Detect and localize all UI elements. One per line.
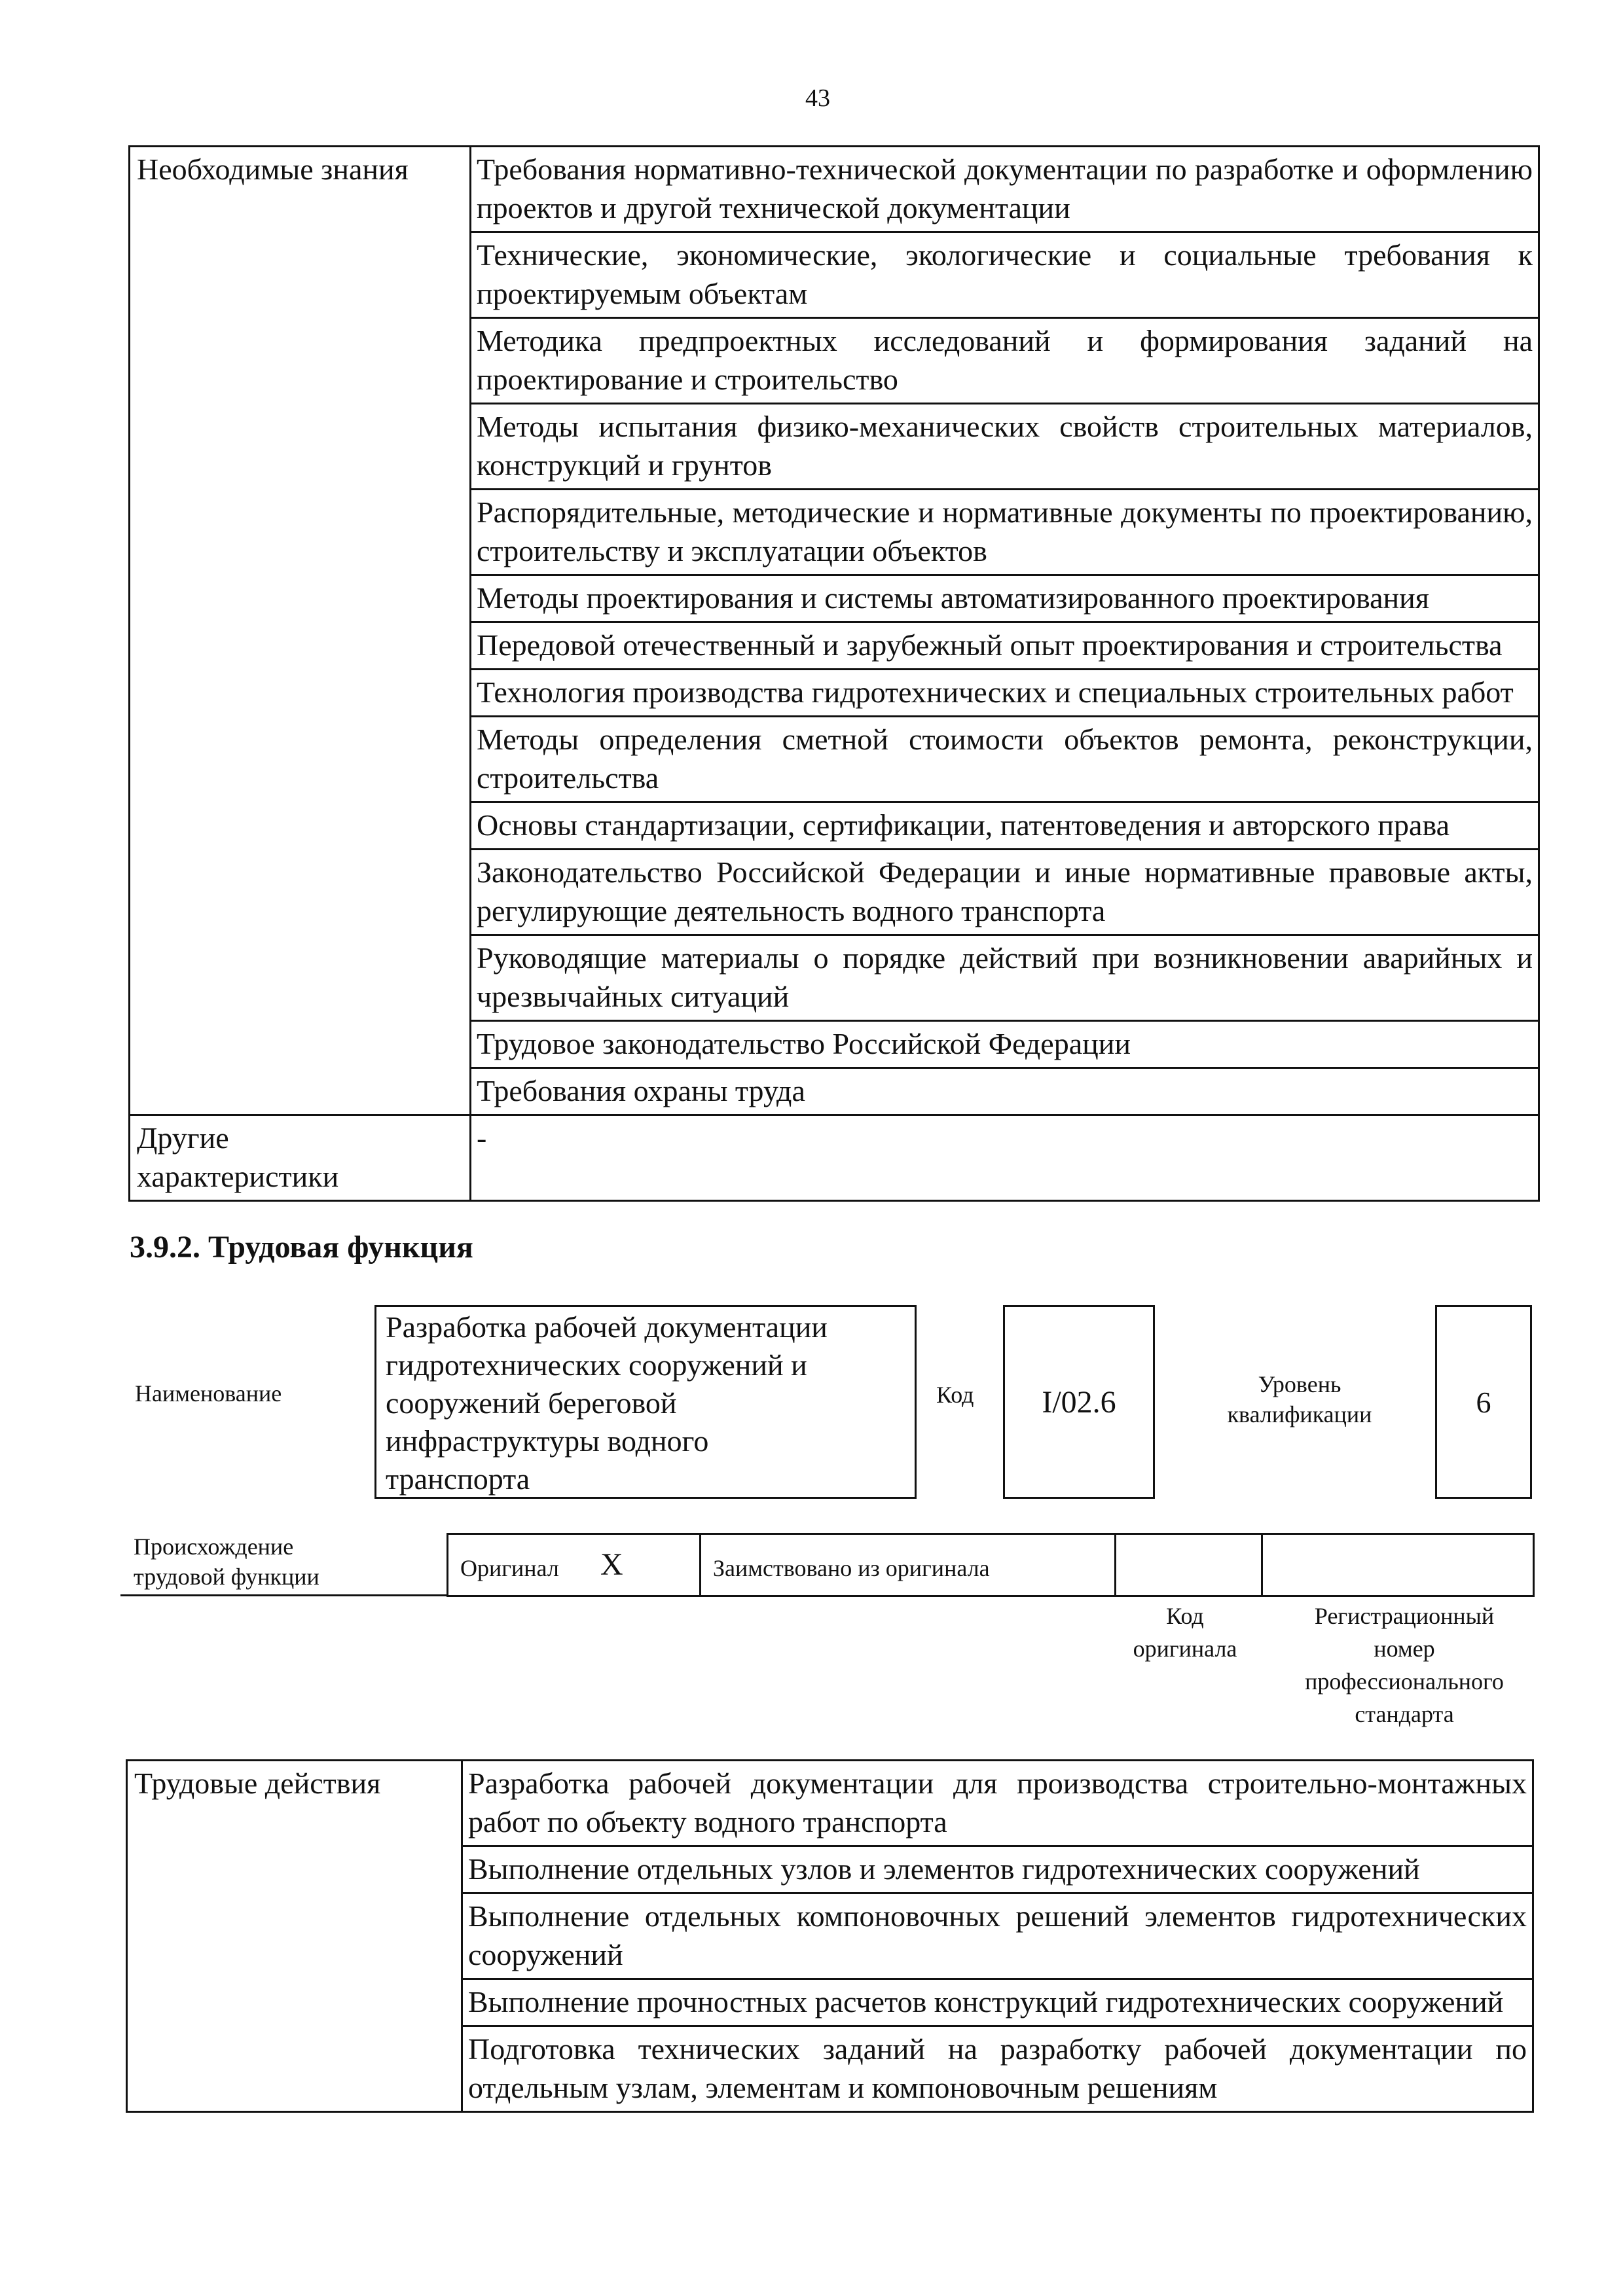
knowledge-item: Руководящие материалы о порядке действий при возникновении аварийных и чрезвычайных ситуаций bbox=[471, 935, 1539, 1021]
actions-table bbox=[126, 1759, 1534, 2113]
action-item: Разработка рабочей документации для производства строительно-монтажных работ по объекту водного транспорта bbox=[462, 1761, 1533, 1846]
level-label-line: квалификации bbox=[1227, 1401, 1372, 1427]
caption-line: профессионального bbox=[1305, 1668, 1504, 1695]
registration-number-caption bbox=[1277, 1600, 1532, 1731]
other-label-line: характеристики bbox=[137, 1160, 339, 1193]
function-name-line: сооружений береговой bbox=[386, 1386, 677, 1420]
origin-label-underline bbox=[120, 1594, 448, 1596]
action-item: Подготовка технических заданий на разработку рабочей документации по отдельным узлам, элементам и компоновочным решениям bbox=[462, 2026, 1533, 2112]
knowledge-item: Технология производства гидротехнических и специальных строительных работ bbox=[471, 670, 1539, 717]
caption-line: стандарта bbox=[1355, 1701, 1454, 1727]
borrowed-cell bbox=[701, 1535, 1116, 1595]
table-row bbox=[130, 147, 1539, 232]
caption-line: Код bbox=[1166, 1603, 1204, 1629]
other-label-line: Другие bbox=[137, 1121, 229, 1155]
knowledge-table bbox=[128, 145, 1540, 1202]
original-code-caption bbox=[1106, 1600, 1264, 1665]
original-code-cell bbox=[1116, 1535, 1263, 1595]
table-row bbox=[130, 1115, 1539, 1201]
level-label-line: Уровень bbox=[1258, 1371, 1341, 1397]
knowledge-item: Передовой отечественный и зарубежный опыт проектирования и строительства bbox=[471, 622, 1539, 670]
name-label: Наименование bbox=[135, 1380, 282, 1407]
code-label: Код bbox=[936, 1382, 974, 1408]
knowledge-item: Основы стандартизации, сертификации, патентоведения и авторского права bbox=[471, 802, 1539, 850]
knowledge-item: Методика предпроектных исследований и формирования заданий на проектирование и строительство bbox=[471, 318, 1539, 404]
code-box bbox=[1003, 1305, 1155, 1499]
page-number: 43 bbox=[805, 84, 830, 112]
origin-row bbox=[447, 1533, 1535, 1597]
action-item: Выполнение прочностных расчетов конструкций гидротехнических сооружений bbox=[462, 1979, 1533, 2026]
knowledge-item: Требования нормативно-технической документации по разработке и оформлению проектов и другой технической документации bbox=[471, 147, 1539, 232]
function-name-line: инфраструктуры водного bbox=[386, 1424, 709, 1458]
function-name-box bbox=[374, 1305, 917, 1499]
borrowed-label: Заимствовано из оригинала bbox=[713, 1555, 990, 1581]
registration-number-cell bbox=[1263, 1535, 1533, 1595]
action-item: Выполнение отдельных компоновочных решений элементов гидротехнических сооружений bbox=[462, 1893, 1533, 1979]
knowledge-item: Технические, экономические, экологические и социальные требования к проектируемым объектам bbox=[471, 232, 1539, 318]
original-mark: X bbox=[600, 1547, 623, 1582]
other-characteristics-label bbox=[130, 1115, 471, 1201]
knowledge-item: Методы испытания физико-механических свойств строительных материалов, конструкций и грунтов bbox=[471, 404, 1539, 490]
knowledge-item: Методы проектирования и системы автоматизированного проектирования bbox=[471, 575, 1539, 622]
caption-line: оригинала bbox=[1133, 1636, 1237, 1662]
function-name-line: гидротехнических сооружений и bbox=[386, 1348, 807, 1382]
section-heading: 3.9.2. Трудовая функция bbox=[130, 1230, 473, 1265]
level-box bbox=[1435, 1305, 1532, 1499]
function-name-line: транспорта bbox=[386, 1462, 530, 1496]
level-label bbox=[1205, 1369, 1395, 1429]
function-name-line: Разработка рабочей документации bbox=[386, 1310, 828, 1344]
knowledge-item: Распорядительные, методические и нормативные документы по проектированию, строительству и эксплуатации объектов bbox=[471, 490, 1539, 575]
knowledge-item: Методы определения сметной стоимости объектов ремонта, реконструкции, строительства bbox=[471, 717, 1539, 802]
original-label: Оригинал bbox=[460, 1555, 559, 1581]
action-item: Выполнение отдельных узлов и элементов гидротехнических сооружений bbox=[462, 1846, 1533, 1893]
knowledge-item: Законодательство Российской Федерации и иные нормативные правовые акты, регулирующие деятельность водного транспорта bbox=[471, 850, 1539, 935]
origin-label bbox=[134, 1532, 319, 1592]
origin-label-line: трудовой функции bbox=[134, 1564, 319, 1590]
other-characteristics-value: - bbox=[471, 1115, 1539, 1201]
code-value: I/02.6 bbox=[1042, 1384, 1116, 1420]
caption-line: номер bbox=[1374, 1636, 1435, 1662]
knowledge-item: Трудовое законодательство Российской Федерации bbox=[471, 1021, 1539, 1068]
actions-label: Трудовые действия bbox=[127, 1761, 462, 2112]
level-value: 6 bbox=[1476, 1385, 1491, 1419]
table-row bbox=[127, 1761, 1533, 1846]
original-cell bbox=[448, 1535, 701, 1595]
knowledge-label: Необходимые знания bbox=[130, 147, 471, 1115]
caption-line: Регистрационный bbox=[1314, 1603, 1495, 1629]
knowledge-item: Требования охраны труда bbox=[471, 1068, 1539, 1115]
origin-label-line: Происхождение bbox=[134, 1534, 294, 1560]
actions-table-clip bbox=[124, 1758, 1535, 2126]
